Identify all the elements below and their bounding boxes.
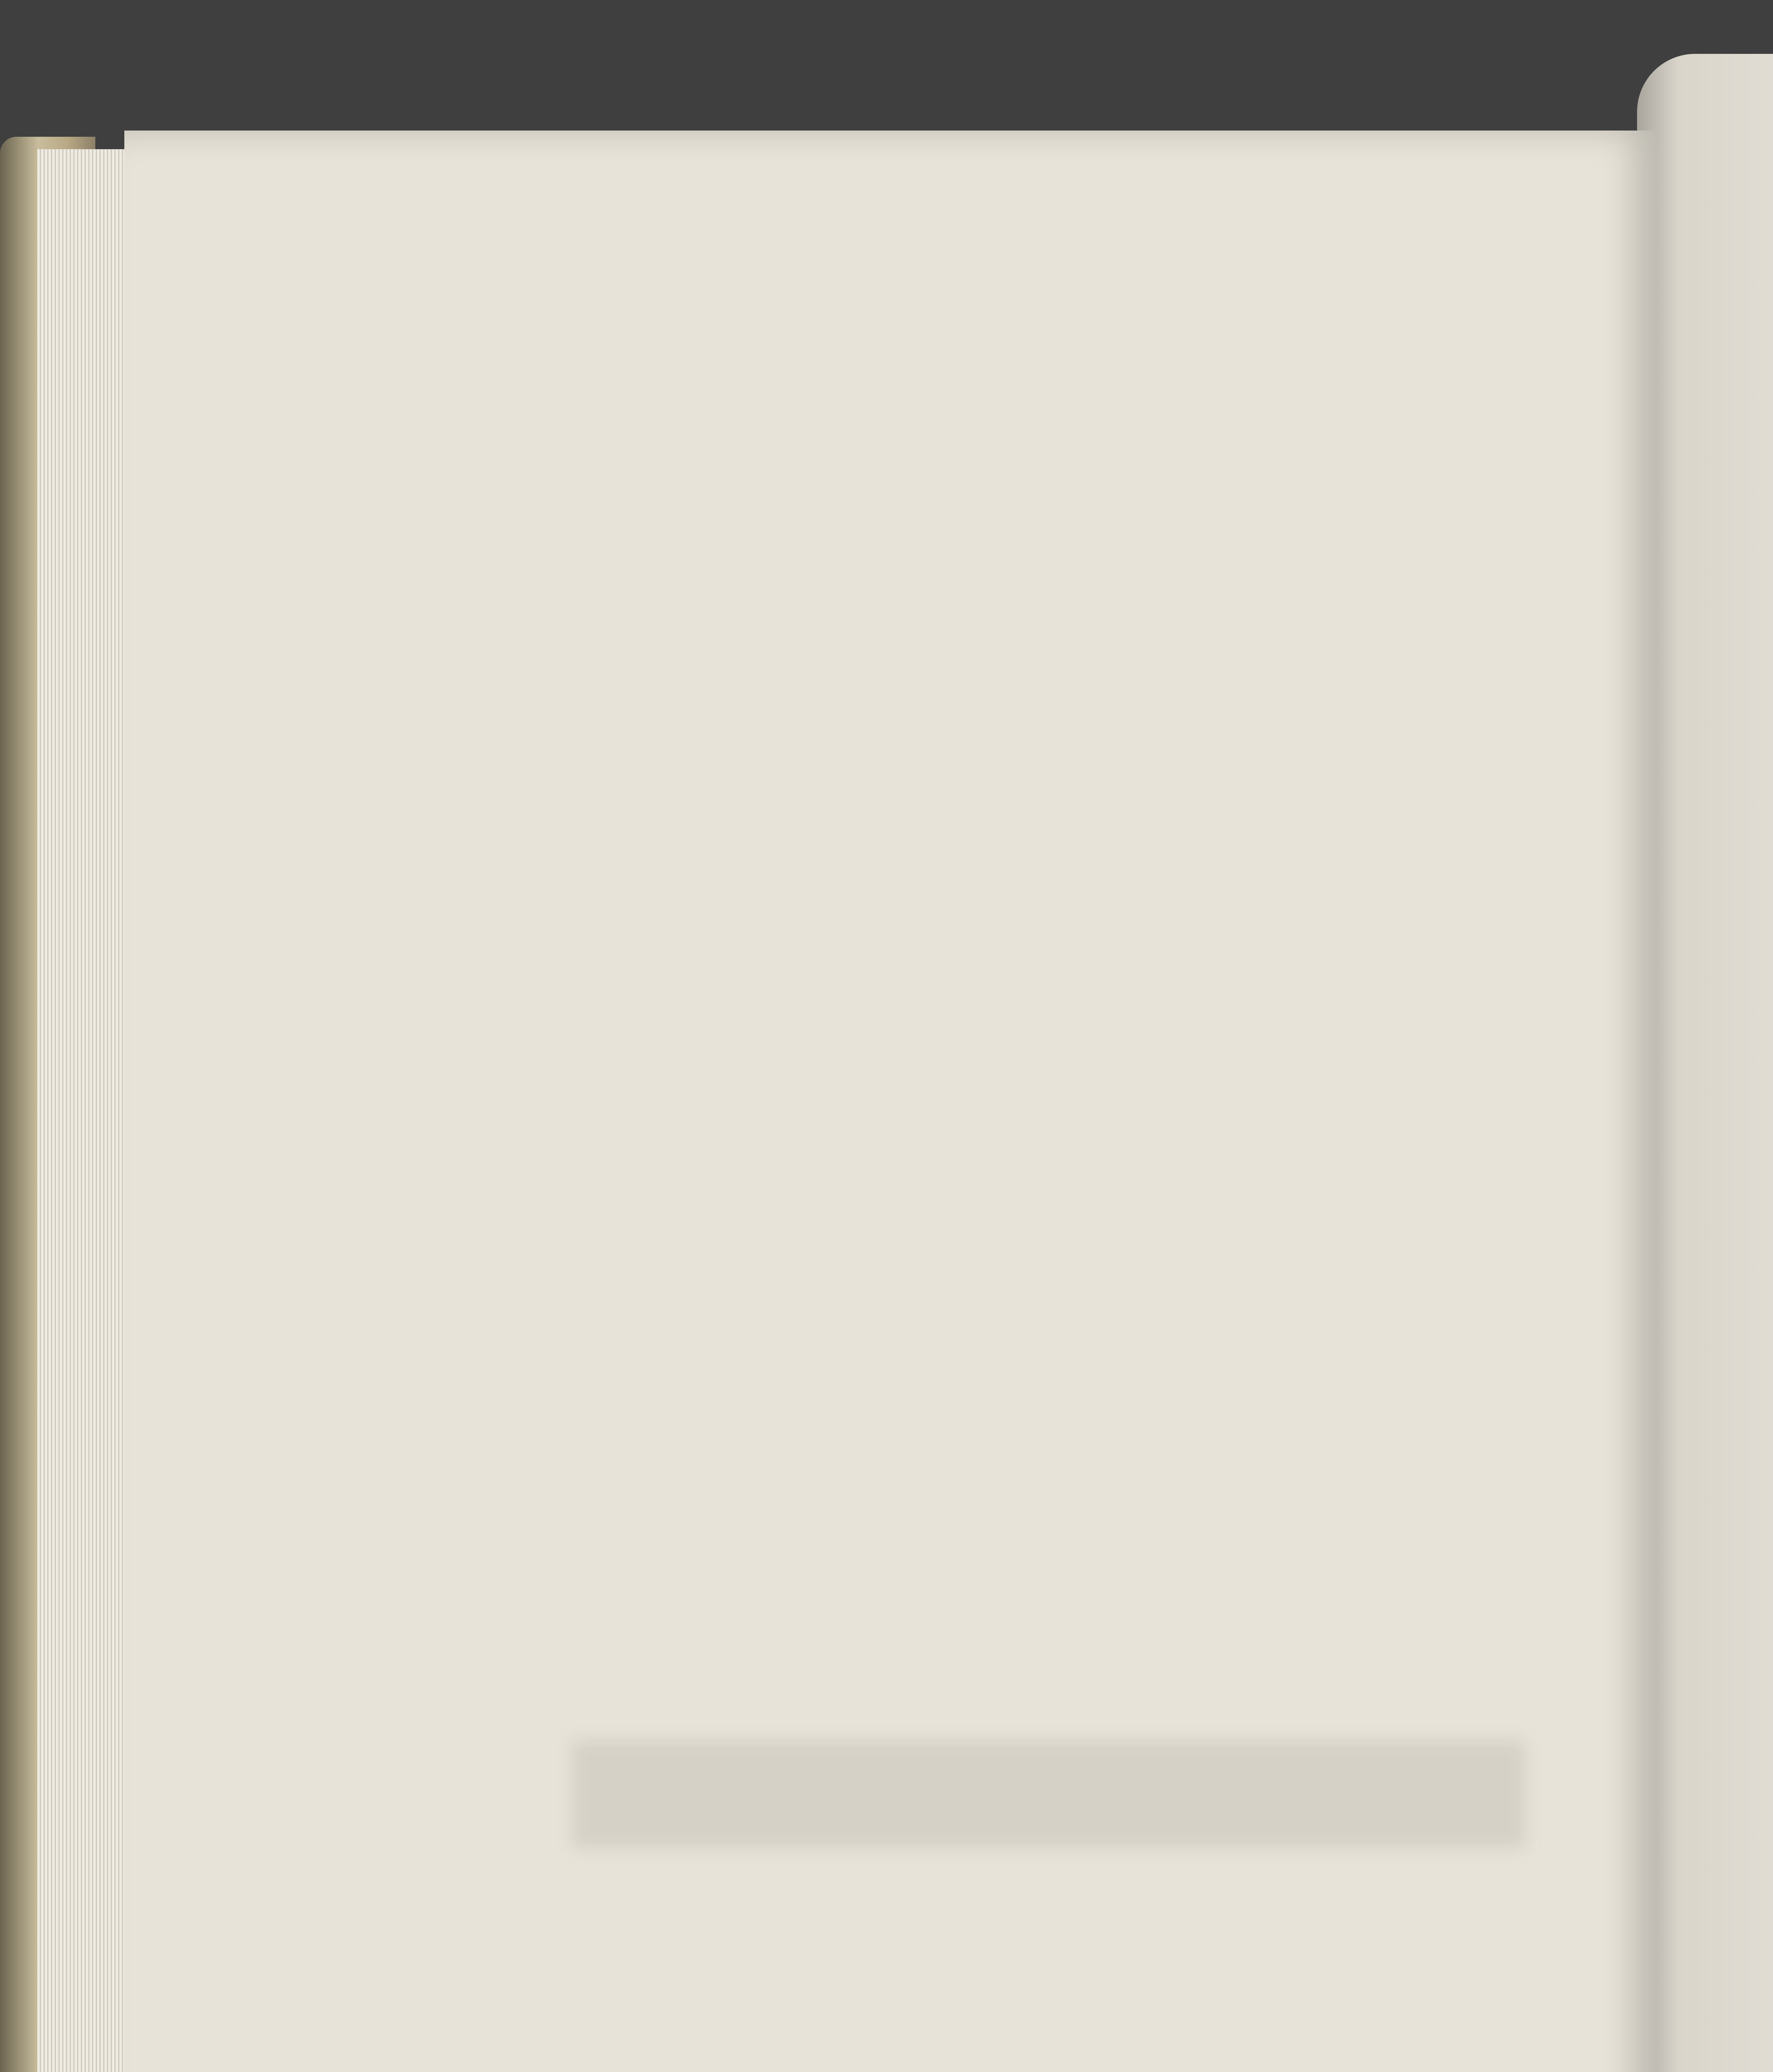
show-through [572,1740,1525,1848]
page-edges [37,149,133,2072]
initial-letter [580,1411,725,1548]
